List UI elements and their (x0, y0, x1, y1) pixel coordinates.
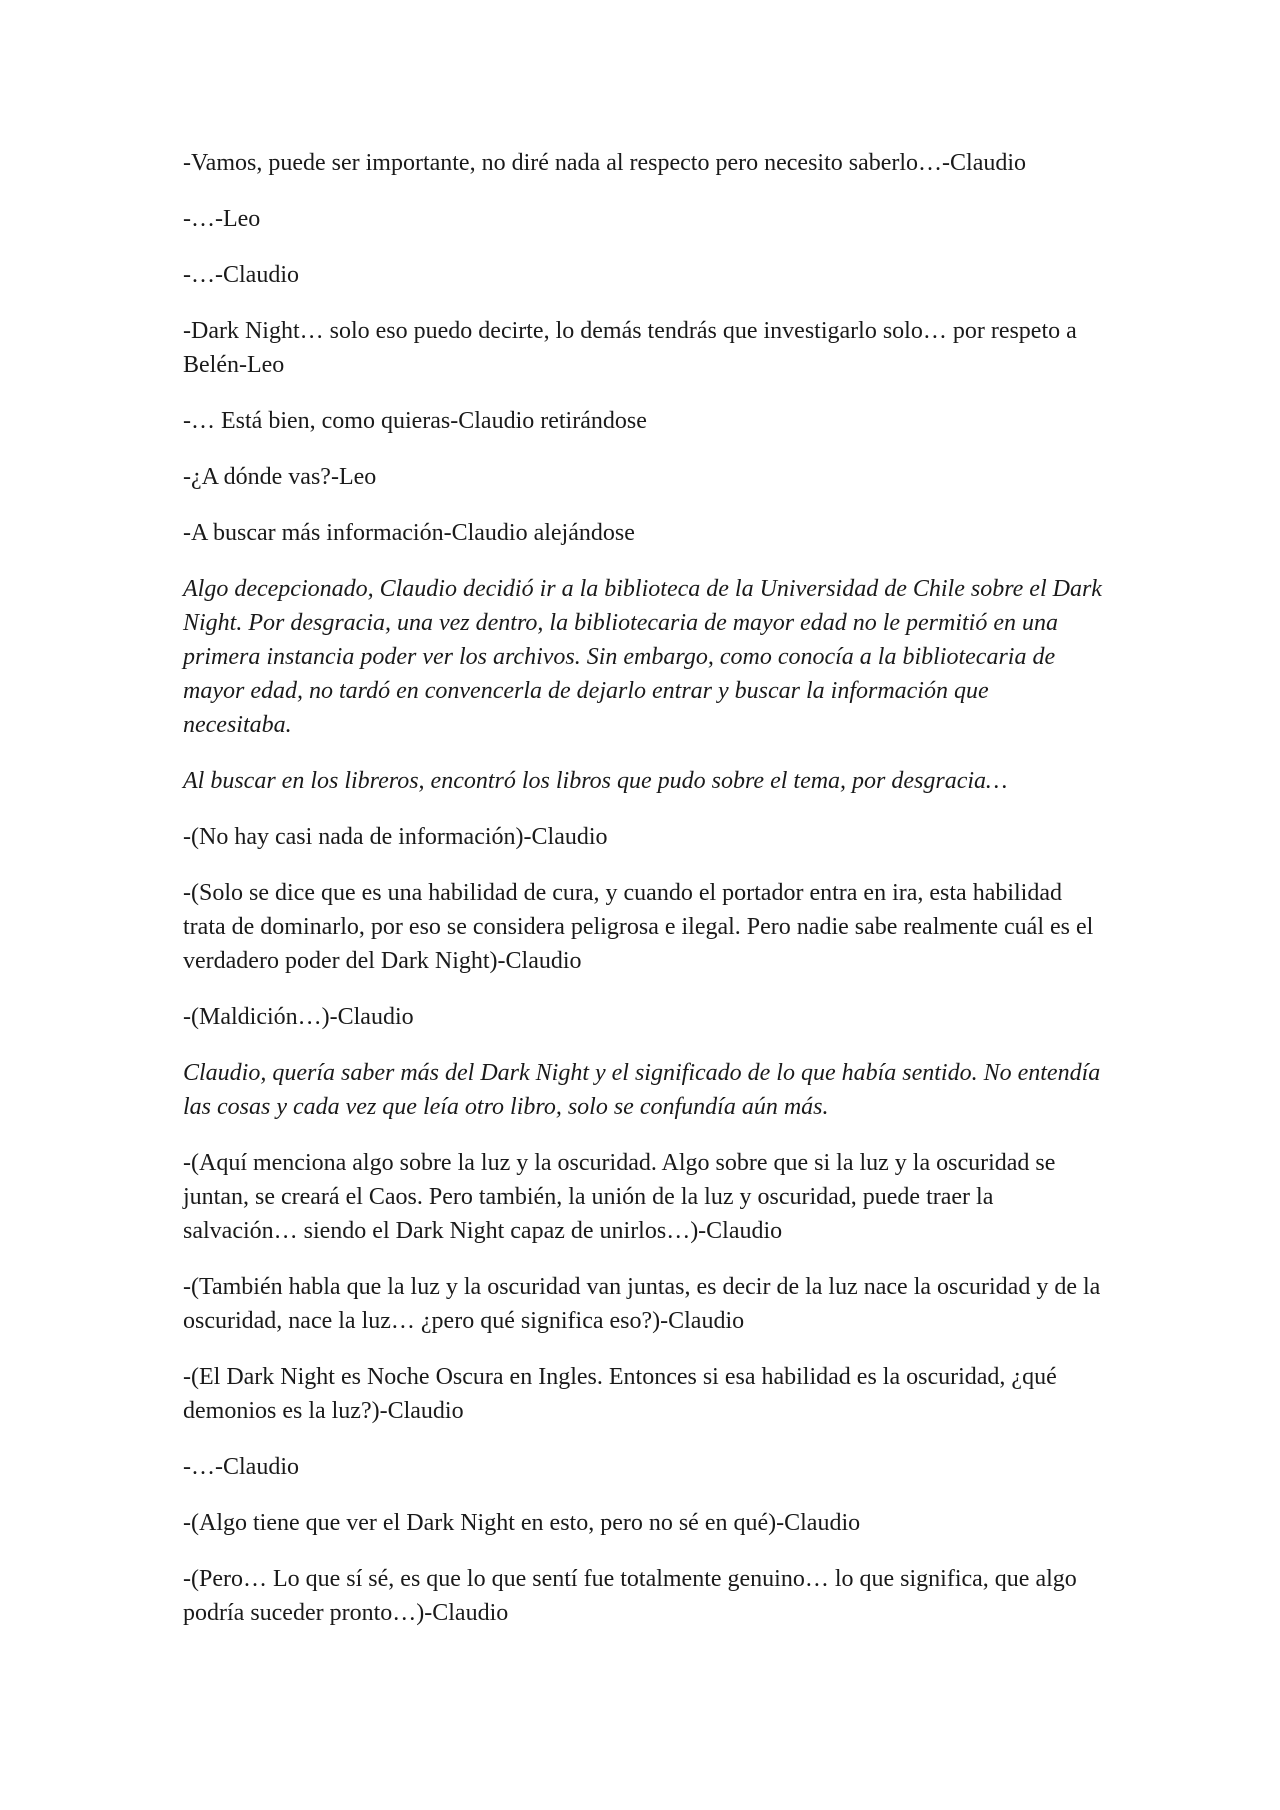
document-body (183, 146, 1103, 1652)
paragraph-1: -Vamos, puede ser importante, no diré nada al respecto pero necesito saberlo…-Claudio (183, 150, 1027, 176)
paragraph-16: -(El Dark Night es Noche Oscura en Ingles. Entonces si esa habilidad es la oscuridad, ¿qué demonios es la luz?)-Claudio (183, 1364, 1057, 1424)
paragraph-4: -Dark Night… solo eso puedo decirte, lo demás tendrás que investigarlo solo… por respeto a Belén-Leo (183, 318, 1077, 378)
narration-paragraph-1: Algo decepcionado, Claudio decidió ir a la biblioteca de la Universidad de Chile sobre el Dark Night. Por desgracia, una vez dentro, la bibliotecaria de mayor edad no le permitió en una primera instancia poder ver los archivos. Sin embargo, como conocía a la bibliotecaria de mayor edad, no tardó en convencerla de dejarlo entrar y buscar la información que necesitaba. (183, 576, 1102, 738)
paragraph-17: -…-Claudio (183, 1454, 299, 1480)
paragraph-14: -(Aquí menciona algo sobre la luz y la oscuridad. Algo sobre que si la luz y la oscuridad se juntan, se creará el Caos. Pero también, la unión de la luz y oscuridad, puede traer la salvación… siendo el Dark Night capaz de unirlos…)-Claudio (183, 1150, 1056, 1244)
paragraph-15: -(También habla que la luz y la oscuridad van juntas, es decir de la luz nace la oscuridad y de la oscuridad, nace la luz… ¿pero qué significa eso?)-Claudio (183, 1274, 1101, 1334)
paragraph-5: -… Está bien, como quieras-Claudio retirándose (183, 408, 647, 434)
paragraph-18: -(Algo tiene que ver el Dark Night en esto, pero no sé en qué)-Claudio (183, 1510, 861, 1536)
paragraph-11: -(Solo se dice que es una habilidad de cura, y cuando el portador entra en ira, esta habilidad trata de dominarlo, por eso se considera peligrosa e ilegal. Pero nadie sabe realmente cuál es el verdadero poder del Dark Night)-Claudio (183, 880, 1094, 974)
paragraph-6: -¿A dónde vas?-Leo (183, 464, 377, 490)
paragraph-12: -(Maldición…)-Claudio (183, 1004, 414, 1030)
paragraph-7: -A buscar más información-Claudio alejándose (183, 520, 635, 546)
paragraph-10: -(No hay casi nada de información)-Claudio (183, 824, 608, 850)
paragraph-3: -…-Claudio (183, 262, 299, 288)
paragraph-19: -(Pero… Lo que sí sé, es que lo que sentí fue totalmente genuino… lo que significa, que algo podría suceder pronto…)-Claudio (183, 1566, 1077, 1626)
narration-paragraph-3: Claudio, quería saber más del Dark Night y el significado de lo que había sentido. No entendía las cosas y cada vez que leía otro libro, solo se confundía aún más. (183, 1060, 1101, 1120)
paragraph-2: -…-Leo (183, 206, 261, 232)
narration-paragraph-2: Al buscar en los libreros, encontró los libros que pudo sobre el tema, por desgracia… (183, 768, 1008, 794)
